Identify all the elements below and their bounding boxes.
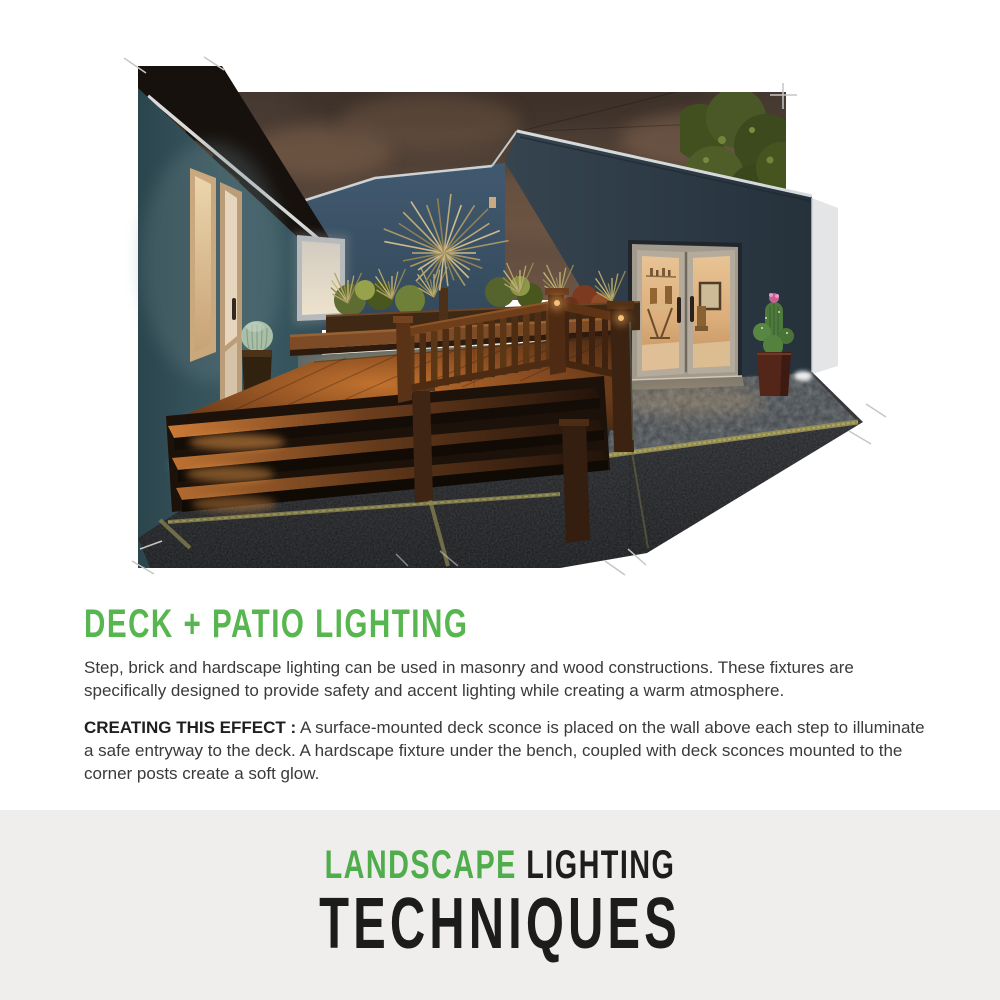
door-handle — [690, 296, 694, 322]
effect-paragraph — [84, 716, 936, 785]
step-light-glow — [186, 466, 274, 482]
series-title-line1 — [140, 810, 860, 887]
chair-silhouette — [665, 286, 672, 304]
right-door — [688, 250, 735, 374]
vent-light — [489, 197, 496, 208]
side-shadow-panel — [812, 198, 838, 374]
series-title-line2: TECHNIQUES — [319, 884, 681, 964]
caption-block — [84, 601, 936, 785]
step-light-glow — [189, 434, 285, 450]
series-title-landscape: LANDSCAPE — [324, 843, 517, 887]
side-door — [220, 182, 242, 420]
path-light — [794, 371, 812, 381]
stair-newel-post — [412, 388, 433, 503]
door-light-pool — [610, 385, 766, 415]
section-heading: DECK + PATIO LIGHTING — [84, 602, 469, 646]
door-handle — [677, 297, 681, 323]
effect-lead-in: CREATING THIS EFFECT : — [84, 718, 297, 737]
post-sconce — [618, 315, 624, 321]
chair-silhouette — [650, 288, 657, 306]
stair-newel-post — [562, 423, 590, 543]
step-light-glow — [192, 496, 276, 512]
series-title-lighting: LIGHTING — [526, 843, 676, 887]
post-sconce — [554, 300, 560, 306]
chair-silhouette — [697, 306, 706, 328]
left-door — [637, 250, 684, 377]
back-window — [190, 168, 216, 362]
railing-post — [396, 319, 412, 403]
effect-text: A surface-mounted deck sconce is placed on the wall above each step to illuminate a safe entryway to the deck. A hardscape fixture under the bench, coupled with deck sconces mounted to the corner posts create a soft glow. — [84, 718, 925, 783]
door-handle — [232, 298, 236, 320]
intro-paragraph: Step, brick and hardscape lighting can be used in masonry and wood constructions. These fixtures are specifically designed to provide safety and accent lighting while creating a warm atmosphere. — [84, 658, 854, 700]
framed-picture — [700, 283, 720, 309]
series-footer — [0, 810, 1000, 1000]
